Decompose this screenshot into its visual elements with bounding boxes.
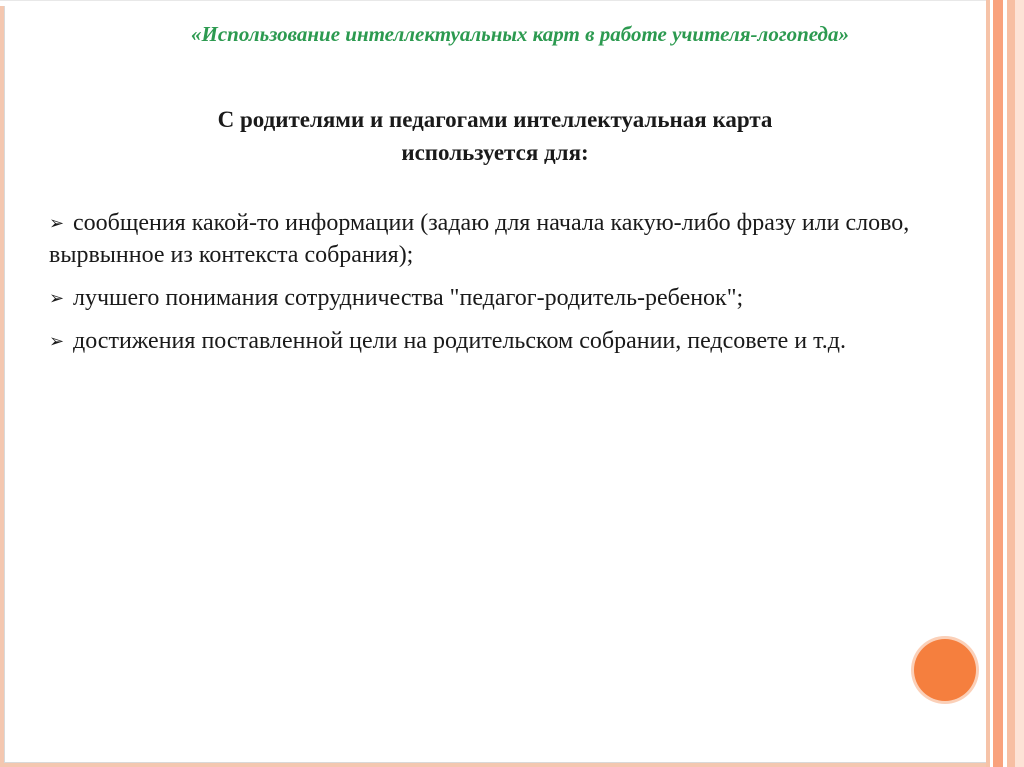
arrow-bullet-icon: ➢ [49, 213, 65, 233]
frame-left-line [4, 0, 5, 767]
list-item [49, 207, 949, 271]
subtitle-line: используется для: [401, 140, 589, 165]
decor-stripe [993, 0, 1003, 767]
arrow-bullet-icon: ➢ [49, 288, 65, 308]
decor-circle-icon [914, 639, 976, 701]
frame-top-border [0, 0, 986, 6]
decor-stripe [1015, 0, 1024, 767]
bullet-text: лучшего понимания сотрудничества "педагог-родитель-ребенок"; [73, 285, 744, 311]
bullet-text: сообщения какой-то информации (задаю для начала какую-либо фразу или слово, вырвынное из контекста собрания); [49, 210, 910, 268]
subtitle-line: С родителями и педагогами интеллектуальная карта [217, 107, 773, 132]
bullet-list [49, 207, 949, 368]
arrow-bullet-icon: ➢ [49, 331, 65, 351]
slide-subtitle [130, 103, 860, 169]
frame-bottom-line [4, 762, 986, 763]
frame-bottom-border [0, 763, 986, 767]
bullet-text: достижения поставленной цели на родительском собрании, педсовете и т.д. [73, 328, 847, 354]
list-item [49, 325, 949, 357]
decor-stripe [1007, 0, 1015, 767]
list-item [49, 282, 949, 314]
header-title: «Использование интеллектуальных карт в работе учителя-логопеда» [191, 22, 849, 46]
